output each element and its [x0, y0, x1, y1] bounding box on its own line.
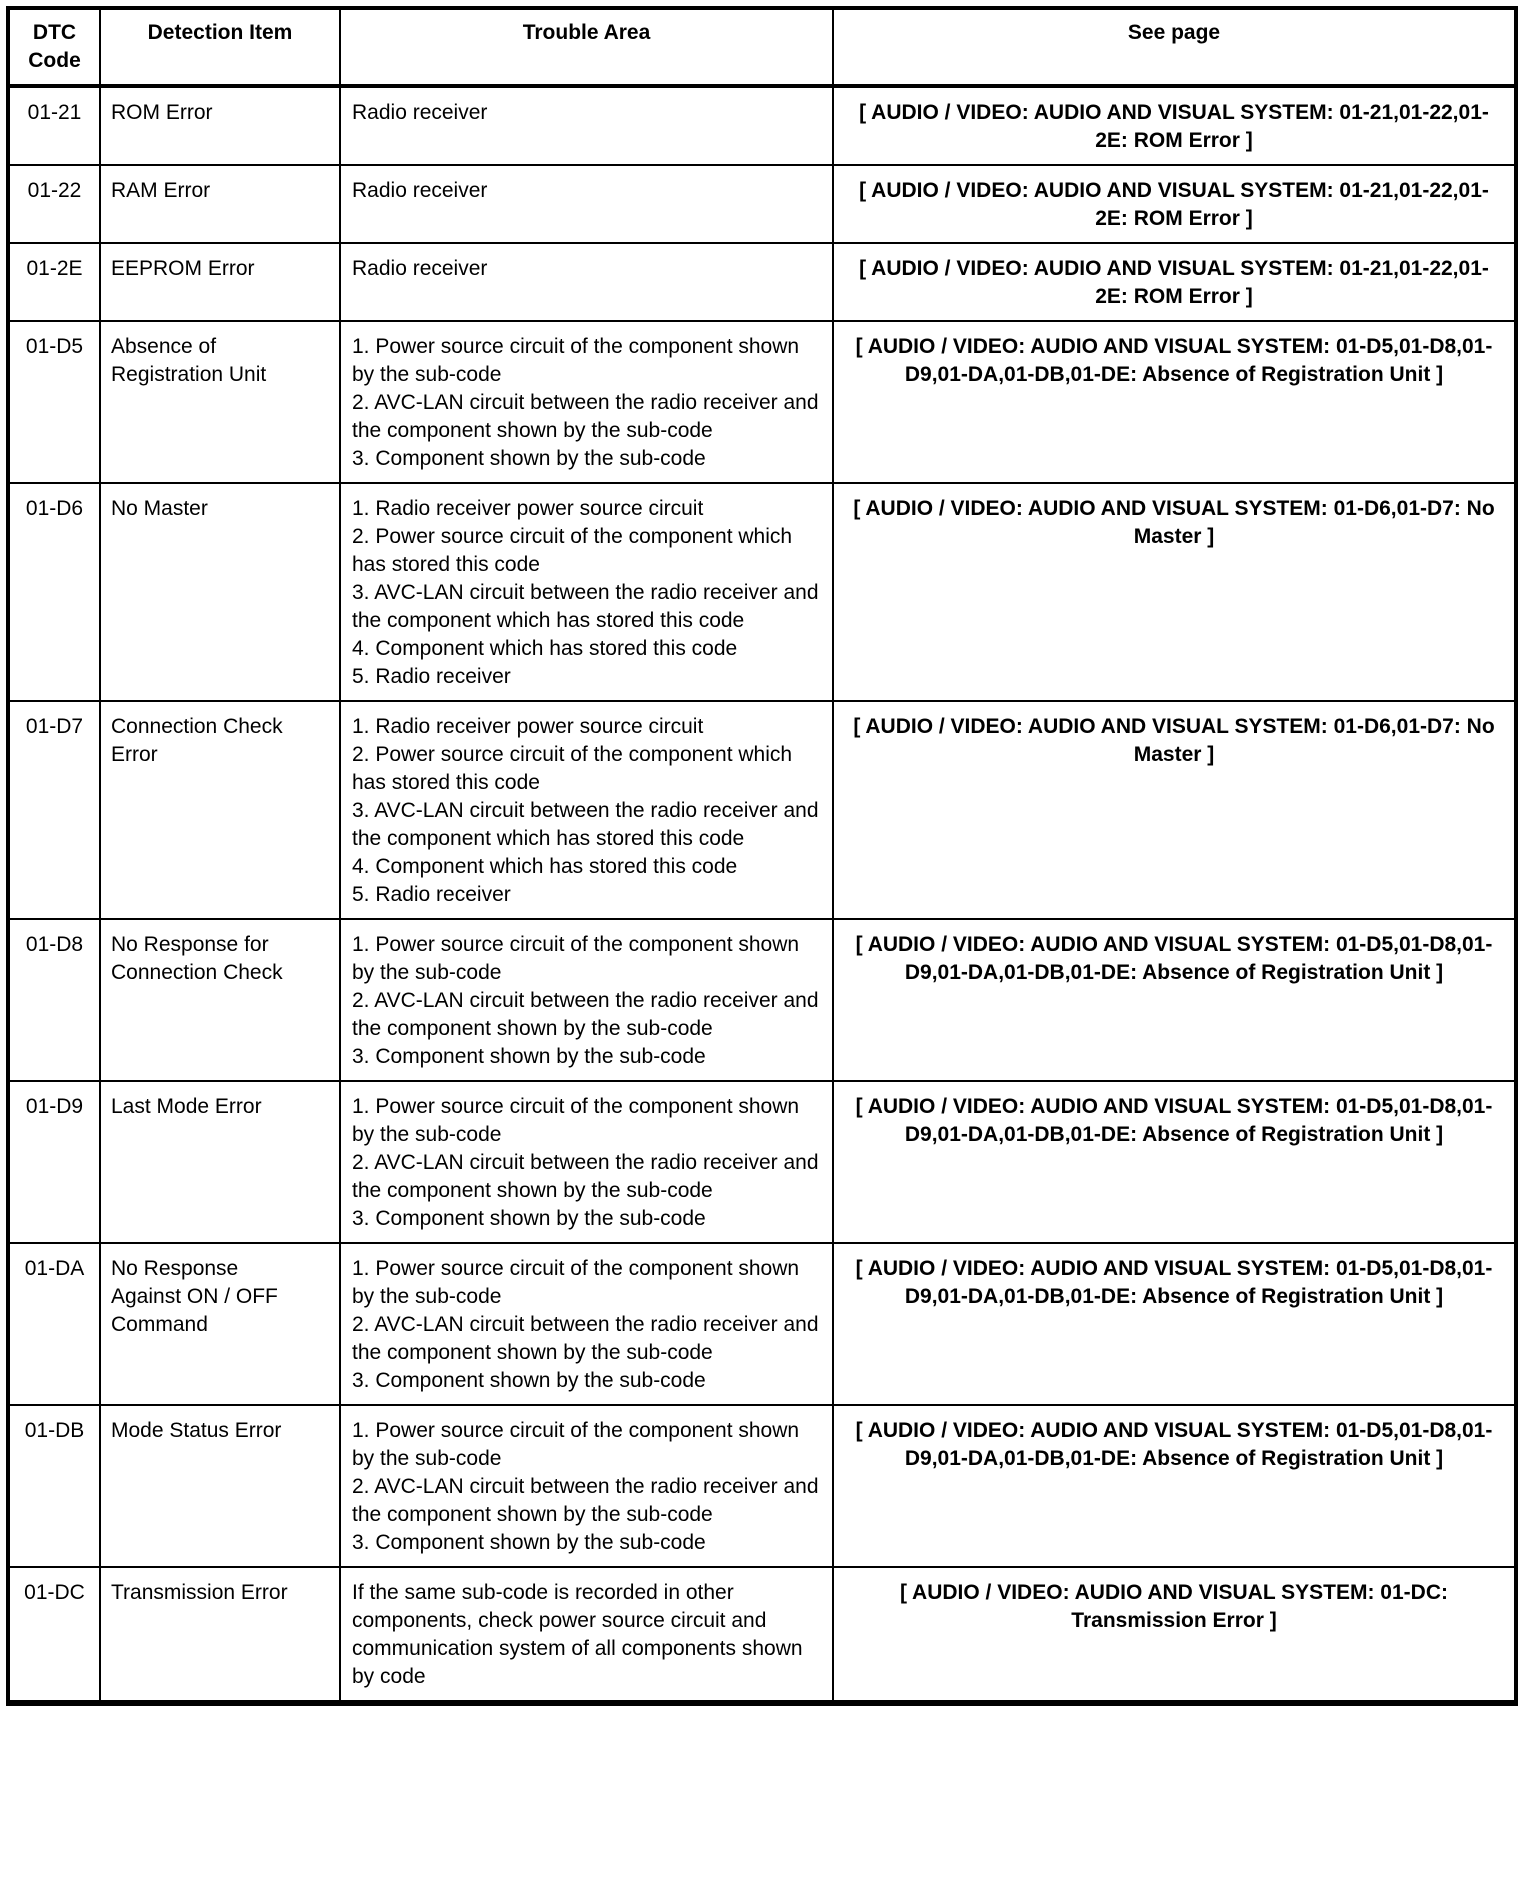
trouble-area-item: 1. Power source circuit of the component shown by the sub-code	[352, 1095, 800, 1146]
detection-item-cell	[100, 1405, 340, 1567]
table-row	[8, 1405, 1516, 1567]
trouble-area-item: 2. Power source circuit of the component which has stored this code	[352, 525, 793, 576]
dtc-code-cell: 01-22	[8, 165, 100, 243]
detection-item-cell	[100, 1567, 340, 1703]
table-row	[8, 701, 1516, 919]
column-header-see-page: See page	[833, 8, 1516, 86]
table-row	[8, 321, 1516, 483]
dtc-code-cell: 01-DB	[8, 1405, 100, 1567]
trouble-area-cell	[340, 1081, 833, 1243]
trouble-area-item: 1. Radio receiver power source circuit	[352, 715, 704, 738]
trouble-area-item: 5. Radio receiver	[352, 665, 511, 688]
detection-item-cell	[100, 483, 340, 701]
trouble-area-item: 2. AVC-LAN circuit between the radio receiver and the component shown by the sub-code	[352, 1475, 819, 1526]
dtc-code-cell: 01-D5	[8, 321, 100, 483]
trouble-area-item: 1. Power source circuit of the component shown by the sub-code	[352, 1419, 800, 1470]
trouble-area-item: 4. Component which has stored this code	[352, 855, 738, 878]
table-row	[8, 919, 1516, 1081]
table-row	[8, 165, 1516, 243]
detection-item-text: Absence of Registration Unit	[111, 335, 267, 386]
table-row	[8, 483, 1516, 701]
trouble-area-item: 3. Component shown by the sub-code	[352, 1045, 706, 1068]
dtc-code-cell: 01-D9	[8, 1081, 100, 1243]
detection-item-text: RAM Error	[111, 179, 211, 202]
table-row	[8, 1243, 1516, 1405]
table-row	[8, 1081, 1516, 1243]
trouble-area-item: If the same sub-code is recorded in other components, check power source circuit and communication system of all components shown by code	[352, 1581, 803, 1688]
detection-item-cell	[100, 321, 340, 483]
trouble-area-cell	[340, 483, 833, 701]
dtc-code-cell: 01-21	[8, 86, 100, 165]
table-body	[8, 86, 1516, 1703]
detection-item-text: Last Mode Error	[111, 1095, 262, 1118]
see-page-cell: [ AUDIO / VIDEO: AUDIO AND VISUAL SYSTEM: 01-D5,01-D8,01-D9,01-DA,01-DB,01-DE: Absence of Registration Unit ]	[833, 321, 1516, 483]
trouble-area-item: 1. Power source circuit of the component shown by the sub-code	[352, 335, 800, 386]
table-row	[8, 243, 1516, 321]
see-page-cell: [ AUDIO / VIDEO: AUDIO AND VISUAL SYSTEM: 01-21,01-22,01-2E: ROM Error ]	[833, 86, 1516, 165]
detection-item-text: Transmission Error	[111, 1581, 288, 1604]
see-page-cell: [ AUDIO / VIDEO: AUDIO AND VISUAL SYSTEM: 01-D6,01-D7: No Master ]	[833, 701, 1516, 919]
see-page-cell: [ AUDIO / VIDEO: AUDIO AND VISUAL SYSTEM: 01-21,01-22,01-2E: ROM Error ]	[833, 165, 1516, 243]
trouble-area-cell	[340, 1567, 833, 1703]
detection-item-cell	[100, 1081, 340, 1243]
detection-item-text: Connection Check Error	[111, 715, 283, 766]
trouble-area-item: Radio receiver	[352, 179, 488, 202]
trouble-area-cell	[340, 1405, 833, 1567]
trouble-area-cell	[340, 165, 833, 243]
dtc-code-cell: 01-2E	[8, 243, 100, 321]
dtc-code-cell: 01-DC	[8, 1567, 100, 1703]
detection-item-cell	[100, 701, 340, 919]
trouble-area-item: 2. AVC-LAN circuit between the radio receiver and the component shown by the sub-code	[352, 1313, 819, 1364]
detection-item-cell	[100, 165, 340, 243]
detection-item-text: No Master	[111, 497, 208, 520]
dtc-code-cell: 01-D8	[8, 919, 100, 1081]
trouble-area-item: 4. Component which has stored this code	[352, 637, 738, 660]
dtc-code-cell: 01-D7	[8, 701, 100, 919]
trouble-area-item: 2. AVC-LAN circuit between the radio receiver and the component shown by the sub-code	[352, 1151, 819, 1202]
dtc-table	[6, 6, 1518, 1706]
table-header	[8, 8, 1516, 86]
detection-item-text: Mode Status Error	[111, 1419, 282, 1442]
trouble-area-item: 3. AVC-LAN circuit between the radio receiver and the component which has stored this code	[352, 581, 819, 632]
trouble-area-item: 1. Radio receiver power source circuit	[352, 497, 704, 520]
trouble-area-cell	[340, 919, 833, 1081]
detection-item-text: No Response for Connection Check	[111, 933, 283, 984]
trouble-area-item: 2. AVC-LAN circuit between the radio receiver and the component shown by the sub-code	[352, 989, 819, 1040]
detection-item-cell	[100, 919, 340, 1081]
detection-item-text: No Response Against ON / OFF Command	[111, 1257, 278, 1336]
trouble-area-item: 1. Power source circuit of the component shown by the sub-code	[352, 1257, 800, 1308]
see-page-cell: [ AUDIO / VIDEO: AUDIO AND VISUAL SYSTEM: 01-D5,01-D8,01-D9,01-DA,01-DB,01-DE: Absence of Registration Unit ]	[833, 1405, 1516, 1567]
dtc-code-cell: 01-D6	[8, 483, 100, 701]
table-row	[8, 86, 1516, 165]
dtc-code-cell: 01-DA	[8, 1243, 100, 1405]
table-row	[8, 1567, 1516, 1703]
trouble-area-cell	[340, 321, 833, 483]
column-header-detection-item: Detection Item	[100, 8, 340, 86]
detection-item-text: EEPROM Error	[111, 257, 255, 280]
header-row	[8, 8, 1516, 86]
trouble-area-item: 3. AVC-LAN circuit between the radio receiver and the component which has stored this code	[352, 799, 819, 850]
trouble-area-item: 3. Component shown by the sub-code	[352, 1531, 706, 1554]
trouble-area-cell	[340, 243, 833, 321]
detection-item-text: ROM Error	[111, 101, 213, 124]
column-header-dtc-code: DTC Code	[8, 8, 100, 86]
trouble-area-item: Radio receiver	[352, 101, 488, 124]
see-page-cell: [ AUDIO / VIDEO: AUDIO AND VISUAL SYSTEM: 01-21,01-22,01-2E: ROM Error ]	[833, 243, 1516, 321]
trouble-area-item: 1. Power source circuit of the component shown by the sub-code	[352, 933, 800, 984]
trouble-area-item: 3. Component shown by the sub-code	[352, 1207, 706, 1230]
see-page-cell: [ AUDIO / VIDEO: AUDIO AND VISUAL SYSTEM: 01-D5,01-D8,01-D9,01-DA,01-DB,01-DE: Absence of Registration Unit ]	[833, 1081, 1516, 1243]
trouble-area-item: 3. Component shown by the sub-code	[352, 1369, 706, 1392]
see-page-cell: [ AUDIO / VIDEO: AUDIO AND VISUAL SYSTEM: 01-D5,01-D8,01-D9,01-DA,01-DB,01-DE: Absence of Registration Unit ]	[833, 1243, 1516, 1405]
detection-item-cell	[100, 86, 340, 165]
trouble-area-item: 2. AVC-LAN circuit between the radio receiver and the component shown by the sub-code	[352, 391, 819, 442]
trouble-area-item: 5. Radio receiver	[352, 883, 511, 906]
see-page-cell: [ AUDIO / VIDEO: AUDIO AND VISUAL SYSTEM: 01-D5,01-D8,01-D9,01-DA,01-DB,01-DE: Absence of Registration Unit ]	[833, 919, 1516, 1081]
detection-item-cell	[100, 243, 340, 321]
trouble-area-item: 3. Component shown by the sub-code	[352, 447, 706, 470]
trouble-area-cell	[340, 1243, 833, 1405]
see-page-cell: [ AUDIO / VIDEO: AUDIO AND VISUAL SYSTEM: 01-DC: Transmission Error ]	[833, 1567, 1516, 1703]
see-page-cell: [ AUDIO / VIDEO: AUDIO AND VISUAL SYSTEM: 01-D6,01-D7: No Master ]	[833, 483, 1516, 701]
trouble-area-cell	[340, 86, 833, 165]
column-header-trouble-area: Trouble Area	[340, 8, 833, 86]
trouble-area-item: 2. Power source circuit of the component which has stored this code	[352, 743, 793, 794]
detection-item-cell	[100, 1243, 340, 1405]
trouble-area-cell	[340, 701, 833, 919]
trouble-area-item: Radio receiver	[352, 257, 488, 280]
